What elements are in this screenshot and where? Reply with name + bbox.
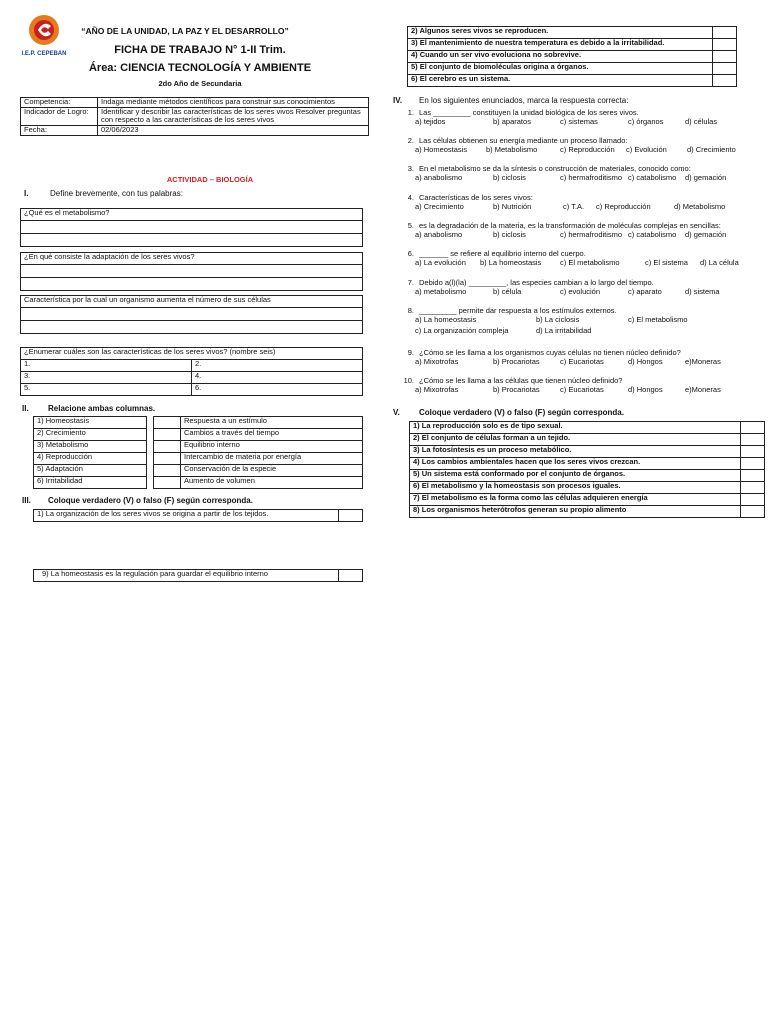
mc-question-text: ¿Cómo se les llama a los organismos cuyas células no tienen núcleo definido? bbox=[419, 348, 681, 357]
info-table bbox=[20, 97, 369, 136]
mc-option[interactable]: a) tejidos bbox=[415, 116, 446, 126]
mc-option[interactable]: b) aparatos bbox=[493, 116, 531, 126]
match-left-item: 3) Metabolismo bbox=[34, 441, 147, 453]
tf-answer-box[interactable] bbox=[713, 63, 737, 75]
tf-answer-box[interactable] bbox=[713, 51, 737, 63]
answer-line[interactable] bbox=[21, 308, 363, 321]
competencia-value: Indaga mediante métodos científicos para construir sus conocimientos bbox=[98, 98, 369, 108]
enum-cell[interactable]: 2. bbox=[192, 360, 363, 372]
match-left-item: 6) Irritabilidad bbox=[34, 477, 147, 489]
question-metabolismo: ¿Qué es el metabolismo? bbox=[21, 209, 363, 221]
mc-option[interactable]: a) Mixotrofas bbox=[415, 356, 459, 366]
tf5-table bbox=[409, 421, 765, 518]
mc-question-text: Las _________ constituyen la unidad biológica de los seres vivos. bbox=[419, 108, 639, 117]
mc-question bbox=[398, 194, 748, 214]
section1-heading bbox=[24, 189, 183, 198]
tf-statement: 4) Cuando un ser vivo evoluciona no sobrevive. bbox=[408, 51, 713, 63]
mc-question-number: 2. bbox=[407, 136, 414, 145]
section3-heading bbox=[22, 496, 253, 505]
tf-statement: 6) El cerebro es un sistema. bbox=[408, 75, 713, 87]
section4-title: En los siguientes enunciados, marca la respuesta correcta: bbox=[419, 96, 629, 105]
mc-question bbox=[398, 165, 748, 185]
mc-option[interactable]: b) La homeostasis bbox=[480, 257, 542, 267]
section5-number: V. bbox=[393, 408, 400, 417]
mc-option[interactable]: c) catabolismo bbox=[628, 172, 677, 182]
mc-option[interactable]: c) El sistema bbox=[645, 257, 688, 267]
mc-question-number: 5. bbox=[407, 221, 414, 230]
mc-option[interactable]: c) Reproducción bbox=[596, 201, 651, 211]
tf-statement: 5) Un sistema está conformado por el conjunto de órganos. bbox=[410, 470, 741, 482]
section5-title: Coloque verdadero (V) o falso (F) según corresponda. bbox=[419, 408, 624, 417]
mc-option[interactable]: d) Hongos bbox=[628, 384, 663, 394]
mc-options bbox=[398, 118, 748, 129]
match-answer-box[interactable] bbox=[154, 417, 181, 429]
mc-question-number: 7. bbox=[407, 278, 414, 287]
area-title: Área: CIENCIA TECNOLOGÍA Y AMBIENTE bbox=[88, 62, 312, 74]
tf-answer-box[interactable] bbox=[741, 458, 765, 470]
mc-question-text: Las células obtienen su energía mediante un proceso llamado: bbox=[419, 136, 628, 145]
page-title: FICHA DE TRABAJO N° 1-II Trim. bbox=[114, 44, 286, 56]
tf3-table-start bbox=[33, 509, 363, 522]
mc-option[interactable]: b) Nutrición bbox=[493, 201, 532, 211]
activity-title: ACTIVIDAD – BIOLOGÍA bbox=[166, 175, 254, 184]
mc-option[interactable]: a) metabolismo bbox=[415, 286, 467, 296]
match-right-item: Cambios a través del tiempo bbox=[181, 429, 363, 441]
mc-options bbox=[398, 146, 748, 157]
mc-options bbox=[398, 174, 748, 185]
mc-option[interactable]: c) Evolución bbox=[626, 144, 667, 154]
enumerate-table bbox=[20, 347, 363, 396]
mc-option[interactable]: c) aparato bbox=[628, 286, 662, 296]
tf-statement: 7) El metabolismo es la forma como las células adquieren energía bbox=[410, 494, 741, 506]
mc-question bbox=[398, 250, 748, 270]
match-answer-box[interactable] bbox=[154, 477, 181, 489]
tf-answer-box[interactable] bbox=[741, 482, 765, 494]
tf-answer-box[interactable] bbox=[741, 506, 765, 518]
mc-option[interactable]: b) Procariotas bbox=[493, 384, 540, 394]
mc-options bbox=[398, 316, 748, 338]
tf-answer-box[interactable] bbox=[741, 422, 765, 434]
mc-option[interactable]: d) gemación bbox=[685, 172, 727, 182]
mc-option[interactable]: d) Hongos bbox=[628, 356, 663, 366]
tf-statement: 4) Los cambios ambientales hacen que los seres vivos crezcan. bbox=[410, 458, 741, 470]
section4-number: IV. bbox=[393, 96, 403, 105]
mc-option[interactable]: a) La evolución bbox=[415, 257, 466, 267]
enum-cell[interactable]: 6. bbox=[192, 384, 363, 396]
tf-answer-box[interactable] bbox=[713, 27, 737, 39]
mc-option[interactable]: d) La irritabilidad bbox=[536, 325, 592, 335]
enum-cell[interactable]: 3. bbox=[21, 372, 192, 384]
tf-answer-box[interactable] bbox=[741, 494, 765, 506]
mc-question-text: _______ se refiere al equilibrio interno del cuerpo. bbox=[419, 249, 586, 258]
mc-question-number: 6. bbox=[407, 249, 414, 258]
section1-number: I. bbox=[24, 189, 29, 198]
mc-option[interactable]: c) Eucariotas bbox=[560, 384, 604, 394]
fecha-value: 02/06/2023 bbox=[98, 125, 369, 135]
answer-line[interactable] bbox=[21, 321, 363, 334]
mc-options bbox=[398, 288, 748, 299]
tf-statement: 3) El mantenimiento de nuestra temperatura es debido a la irritabilidad. bbox=[408, 39, 713, 51]
tf-statement: 9) La homeostasis es la regulación para guardar el equilibrio interno bbox=[34, 570, 339, 582]
section3-number: III. bbox=[22, 496, 31, 505]
mc-question bbox=[398, 279, 748, 299]
mc-option[interactable]: a) Crecimiento bbox=[415, 201, 464, 211]
mc-options bbox=[398, 358, 748, 369]
mc-option[interactable]: b) La ciclosis bbox=[536, 314, 580, 324]
mc-option[interactable]: c) hermafroditismo bbox=[560, 229, 623, 239]
answer-line[interactable] bbox=[21, 234, 363, 247]
mc-option[interactable]: c) evolución bbox=[560, 286, 601, 296]
match-left-table bbox=[33, 416, 147, 489]
mc-option[interactable]: c) órganos bbox=[628, 116, 664, 126]
mc-question-text: Debido a(l)(la) _________, las especies cambian a lo largo del tiempo. bbox=[419, 278, 654, 287]
metabolismo-answer-table bbox=[20, 208, 363, 247]
match-right-item: Aumento de volumen bbox=[181, 477, 363, 489]
tf-statement: 1) La reproducción solo es de tipo sexual. bbox=[410, 422, 741, 434]
section2-number: II. bbox=[22, 404, 29, 413]
tf-statement: 5) El conjunto de biomoléculas origina a órganos. bbox=[408, 63, 713, 75]
motto: “AÑO DE LA UNIDAD, LA PAZ Y EL DESARROLLO” bbox=[81, 26, 289, 36]
question-caracteristica: Característica por la cual un organismo aumenta el número de sus células bbox=[21, 296, 363, 308]
mc-question-number: 8. bbox=[407, 306, 414, 315]
mc-option[interactable]: d) Crecimiento bbox=[687, 144, 736, 154]
mc-option[interactable]: c) catabolismo bbox=[628, 229, 677, 239]
mc-option[interactable]: c) hermafroditismo bbox=[560, 172, 623, 182]
mc-option[interactable]: d) La célula bbox=[700, 257, 739, 267]
tf-answer-box[interactable] bbox=[741, 434, 765, 446]
mc-options bbox=[398, 203, 748, 214]
mc-question-number: 3. bbox=[407, 164, 414, 173]
question-adaptacion: ¿En qué consiste la adaptación de los seres vivos? bbox=[21, 253, 363, 265]
mc-option[interactable]: a) Mixotrofas bbox=[415, 384, 459, 394]
school-logo bbox=[20, 14, 68, 60]
mc-question bbox=[398, 377, 748, 397]
mc-question-text: _________ permite dar respuesta a los estímulos externos. bbox=[419, 306, 617, 315]
fecha-label: Fecha: bbox=[21, 125, 98, 135]
indicador-label: Indicador de Logro: bbox=[21, 107, 98, 125]
mc-option[interactable]: a) anabolismo bbox=[415, 229, 463, 239]
tf-answer-box[interactable] bbox=[741, 446, 765, 458]
mc-option[interactable]: e)Moneras bbox=[685, 384, 721, 394]
mc-option[interactable]: b) Procariotas bbox=[493, 356, 540, 366]
mc-option[interactable]: a) La homeostasis bbox=[415, 314, 477, 324]
tf-statement: 8) Los organismos heterótrofos generan su propio alimento bbox=[410, 506, 741, 518]
caracteristica-answer-table bbox=[20, 295, 363, 334]
answer-line[interactable] bbox=[21, 278, 363, 291]
match-answer-box[interactable] bbox=[154, 429, 181, 441]
mc-option[interactable]: d) Metabolismo bbox=[674, 201, 726, 211]
mc-question-text: ¿Cómo se les llama a las células que tienen núcleo definido? bbox=[419, 376, 623, 385]
mc-option[interactable]: c) La organización compleja bbox=[415, 325, 509, 335]
mc-option[interactable]: e)Moneras bbox=[685, 356, 721, 366]
tf-answer-box[interactable] bbox=[339, 570, 363, 582]
mc-question-text: Características de los seres vivos: bbox=[419, 193, 533, 202]
mc-question-text: En el metabolismo se da la síntesis o construcción de materiales, conocido como: bbox=[419, 164, 691, 173]
mc-option[interactable]: c) Reproducción bbox=[560, 144, 615, 154]
match-left-item: 5) Adaptación bbox=[34, 465, 147, 477]
mc-question bbox=[398, 222, 748, 242]
match-left-item: 2) Crecimiento bbox=[34, 429, 147, 441]
mc-options bbox=[398, 259, 748, 270]
match-left-item: 4) Reproducción bbox=[34, 453, 147, 465]
match-answer-box[interactable] bbox=[154, 441, 181, 453]
answer-line[interactable] bbox=[21, 221, 363, 234]
section5-heading bbox=[393, 408, 624, 417]
logo-caption: I.E.P. CEPEBAN bbox=[21, 51, 67, 58]
match-right-table bbox=[153, 416, 363, 489]
indicador-value: Identificar y describir las características de los seres vivos Resolver preguntas con respecto a las características de los seres vivos bbox=[98, 107, 369, 125]
section3-title: Coloque verdadero (V) o falso (F) según corresponda. bbox=[48, 496, 253, 505]
mc-question-number: 10. bbox=[403, 376, 414, 385]
mc-option[interactable]: d) células bbox=[685, 116, 718, 126]
section2-heading bbox=[22, 404, 155, 413]
tf-statement: 3) La fotosíntesis es un proceso metabólico. bbox=[410, 446, 741, 458]
match-answer-box[interactable] bbox=[154, 465, 181, 477]
mc-question bbox=[398, 137, 748, 157]
enumerate-question: ¿Enumerar cuáles son las características de los seres vivos? (nombre seis) bbox=[21, 348, 363, 360]
mc-question-number: 4. bbox=[407, 193, 414, 202]
mc-options bbox=[398, 386, 748, 397]
mc-question bbox=[398, 109, 748, 129]
grade-title: 2do Año de Secundaria bbox=[158, 79, 242, 88]
mc-option[interactable]: c) El metabolismo bbox=[628, 314, 688, 324]
mc-option[interactable]: c) Eucariotas bbox=[560, 356, 604, 366]
mc-question-number: 9. bbox=[407, 348, 414, 357]
mc-option[interactable]: d) sistema bbox=[685, 286, 720, 296]
match-right-item: Respuesta a un estímulo bbox=[181, 417, 363, 429]
mc-question-text: es la degradación de la materia, es la transformación de moléculas complejas en sencillas: bbox=[419, 221, 721, 230]
mc-question bbox=[398, 307, 748, 338]
match-left-item: 1) Homeostasis bbox=[34, 417, 147, 429]
tf-statement: 1) La organización de los seres vivos se origina a partir de los tejidos. bbox=[34, 510, 339, 522]
mc-option[interactable]: c) T.A. bbox=[563, 201, 585, 211]
tf-answer-box[interactable] bbox=[741, 470, 765, 482]
mc-option[interactable]: c) sistemas bbox=[560, 116, 598, 126]
tf-answer-box[interactable] bbox=[713, 75, 737, 87]
mc-option[interactable]: d) gemación bbox=[685, 229, 727, 239]
tf-statement: 2) El conjunto de células forman a un tejido. bbox=[410, 434, 741, 446]
mc-option[interactable]: c) El metabolismo bbox=[560, 257, 620, 267]
mc-option[interactable]: b) Metabolismo bbox=[486, 144, 538, 154]
tf3-table-item9 bbox=[33, 569, 363, 582]
mc-question bbox=[398, 349, 748, 369]
answer-line[interactable] bbox=[21, 265, 363, 278]
match-answer-box[interactable] bbox=[154, 453, 181, 465]
mc-option[interactable]: b) ciclosis bbox=[493, 229, 526, 239]
tf3-table-continued bbox=[407, 26, 737, 87]
section1-title: Define brevemente, con tus palabras: bbox=[50, 189, 183, 198]
adaptacion-answer-table bbox=[20, 252, 363, 291]
tf-answer-box[interactable] bbox=[713, 39, 737, 51]
mc-option[interactable]: a) Homeostasis bbox=[415, 144, 468, 154]
tf-statement: 6) El metabolismo y la homeostasis son procesos iguales. bbox=[410, 482, 741, 494]
tf-answer-box[interactable] bbox=[339, 510, 363, 522]
enum-cell[interactable]: 5. bbox=[21, 384, 192, 396]
enum-cell[interactable]: 1. bbox=[21, 360, 192, 372]
mc-option[interactable]: b) célula bbox=[493, 286, 522, 296]
section4-heading bbox=[393, 96, 628, 105]
match-right-item: Equilibrio interno bbox=[181, 441, 363, 453]
mc-option[interactable]: b) ciclosis bbox=[493, 172, 526, 182]
mc-question-number: 1. bbox=[407, 108, 414, 117]
section2-title: Relacione ambas columnas. bbox=[48, 404, 156, 413]
match-right-item: Intercambio de materia por energía bbox=[181, 453, 363, 465]
match-right-item: Conservación de la especie bbox=[181, 465, 363, 477]
enum-cell[interactable]: 4. bbox=[192, 372, 363, 384]
mc-options bbox=[398, 231, 748, 242]
tf-statement: 2) Algunos seres vivos se reproducen. bbox=[408, 27, 713, 39]
mc-option[interactable]: a) anabolismo bbox=[415, 172, 463, 182]
competencia-label: Competencia: bbox=[21, 98, 98, 108]
